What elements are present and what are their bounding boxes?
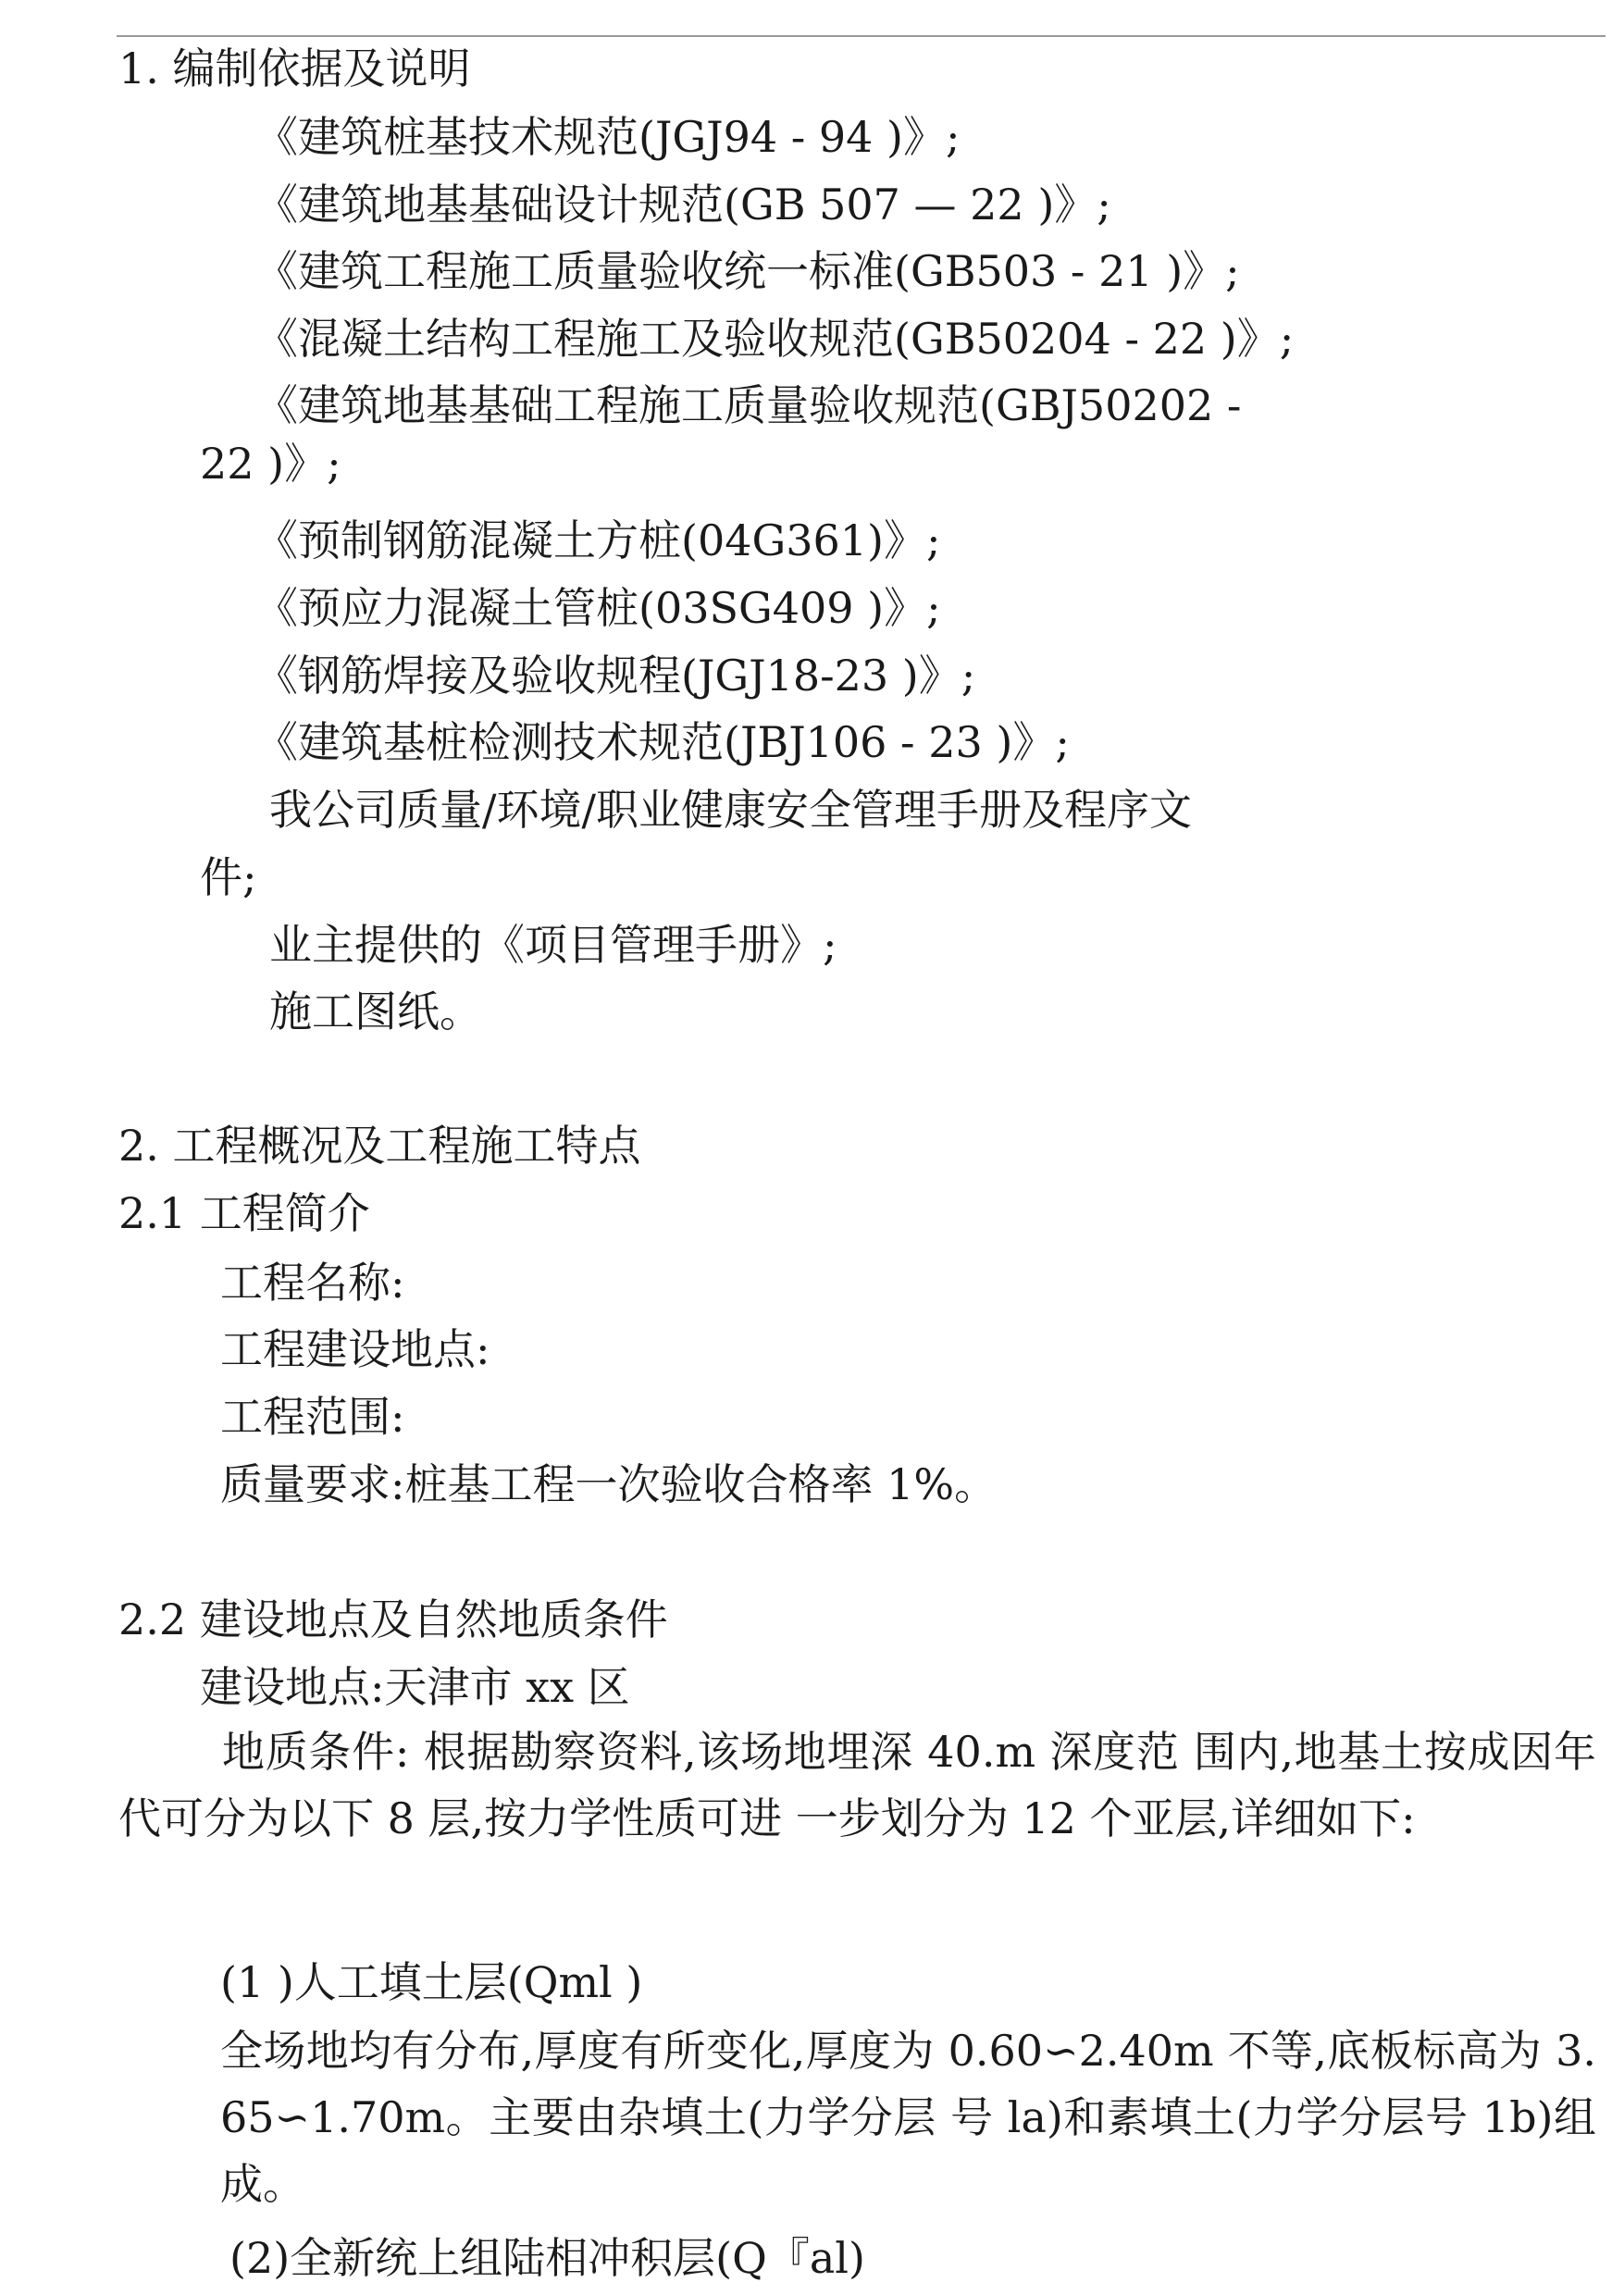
ref-company-manual-cont: 件;: [200, 852, 257, 902]
ref-jbj106: 《建筑基桩检测技术规范(JBJ106 - 23 )》;: [255, 717, 1070, 767]
ref-jgj18: 《钢筋焊接及验收规程(JGJ18-23 )》;: [255, 651, 976, 701]
ref-gb50204: 《混凝土结构工程施工及验收规范(GB50204 - 22 )》;: [255, 314, 1295, 364]
ref-drawings: 施工图纸。: [269, 986, 482, 1036]
ref-owner-manual: 业主提供的《项目管理手册》;: [269, 920, 837, 970]
ref-gbj50202-cont: 22 )》;: [200, 439, 341, 489]
project-scope-field: 工程范围:: [220, 1392, 405, 1442]
geology-paragraph: 地质条件: 根据勘察资料,该场地埋深 40.m 深度范 围内,地基土按成因年代可分为以下 8 层,按力学性质可进 一步划分为 12 个亚层,详细如下:: [118, 1727, 1596, 1843]
layer-2-title: (2)全新统上组陆相冲积层(Q『al): [229, 2233, 865, 2283]
section-2-1-heading: 2.1 工程简介: [118, 1188, 370, 1238]
ref-gbj50202: 《建筑地基基础工程施工质量验收规范(GBJ50202 -: [255, 380, 1242, 430]
site-location: 建设地点:天津市 xx 区: [200, 1662, 630, 1712]
header-rule: [117, 35, 1605, 37]
ref-gb507: 《建筑地基基础设计规范(GB 507 — 22 )》;: [255, 180, 1111, 230]
section-2-heading: 2. 工程概况及工程施工特点: [118, 1121, 641, 1171]
ref-jgj94: 《建筑桩基技术规范(JGJ94 - 94 )》;: [255, 112, 961, 162]
ref-04g361: 《预制钢筋混凝土方桩(04G361)》;: [255, 515, 941, 565]
project-location-field: 工程建设地点:: [220, 1324, 490, 1374]
ref-03sg409: 《预应力混凝土管桩(03SG409 )》;: [255, 583, 941, 633]
ref-gb503: 《建筑工程施工质量验收统一标准(GB503 - 21 )》;: [255, 246, 1240, 296]
layer-1-description: 全场地均有分布,厚度有所变化,厚度为 0.60∽2.40m 不等,底板标高为 3.65∽1.70m。主要由杂填土(力学分层 号 la)和素填土(力学分层号 1b)组成。: [220, 2026, 1596, 2209]
quality-requirement: 质量要求:桩基工程一次验收合格率 1%。: [220, 1459, 998, 1509]
ref-company-manual: 我公司质量/环境/职业健康安全管理手册及程序文: [269, 785, 1192, 835]
project-name-field: 工程名称:: [220, 1258, 405, 1308]
layer-1-title: (1 )人工填土层(Qml ): [220, 1957, 643, 2007]
section-1-heading: 1. 编制依据及说明: [118, 43, 471, 93]
section-2-2-heading: 2.2 建设地点及自然地质条件: [118, 1594, 668, 1644]
